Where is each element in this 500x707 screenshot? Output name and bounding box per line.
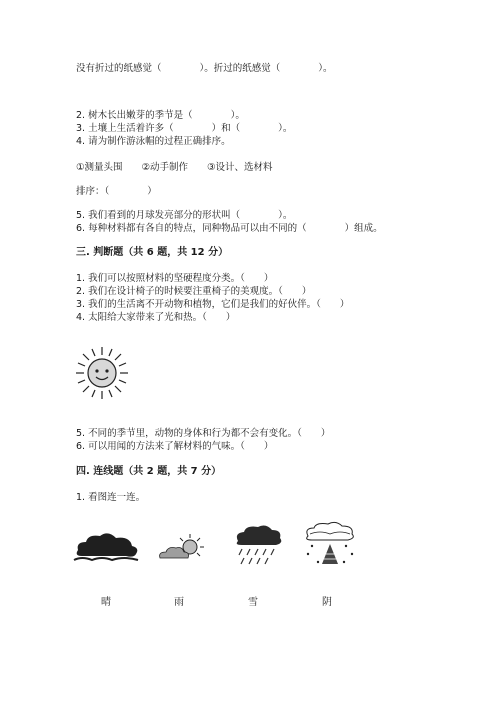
cloudy-icon — [72, 530, 140, 564]
tf-q6: 6. 可以用闻的方法来了解材料的气味。（ ） — [76, 441, 274, 452]
q5-line: 5. 我们看到的月球发亮部分的形状叫（ ）。 — [76, 210, 293, 221]
q6-line: 6. 每种材料都有各自的特点，同种物品可以由不同的（ ）组成。 — [76, 223, 383, 234]
q2-line: 2. 树木长出嫩芽的季节是（ ）。 — [76, 110, 245, 121]
rain-cloud-icon — [232, 523, 284, 569]
tf-q2: 2. 我们在设计椅子的时候要注重椅子的美观度。（ ） — [76, 286, 312, 297]
tf-q3: 3. 我们的生活离不开动物和植物，它们是我们的好伙伴。（ ） — [76, 299, 350, 310]
word-sunny: 晴 — [101, 597, 111, 608]
tf-q5: 5. 不同的季节里，动物的身体和行为都不会有变化。（ ） — [76, 428, 331, 439]
q4-line: 4. 请为制作游泳帽的过程正确排序。 — [76, 136, 231, 147]
word-snow: 雪 — [248, 597, 258, 608]
tf-q4: 4. 太阳给大家带来了光和热。（ ） — [76, 312, 236, 323]
sun-icon — [74, 345, 130, 401]
word-overcast: 阴 — [322, 597, 332, 608]
section-3-heading: 三. 判断题（共 6 题，共 12 分） — [76, 247, 229, 258]
sun-behind-cloud-icon — [156, 532, 212, 562]
word-rain: 雨 — [174, 597, 184, 608]
tf-q1: 1. 我们可以按照材料的坚硬程度分类。（ ） — [76, 273, 274, 284]
match-q1: 1. 看图连一连。 — [76, 492, 146, 503]
q1-line: 没有折过的纸感觉（ ）。折过的纸感觉（ ）。 — [76, 63, 333, 74]
q4-steps: ①测量头围 ②动手制作 ③设计、选材料 — [76, 162, 273, 173]
snow-cloud-icon — [300, 520, 360, 568]
q4-order: 排序：（ ） — [76, 186, 157, 197]
section-4-heading: 四. 连线题（共 2 题，共 7 分） — [76, 466, 222, 477]
q3-line: 3. 土壤上生活着许多（ ）和（ ）。 — [76, 123, 293, 134]
